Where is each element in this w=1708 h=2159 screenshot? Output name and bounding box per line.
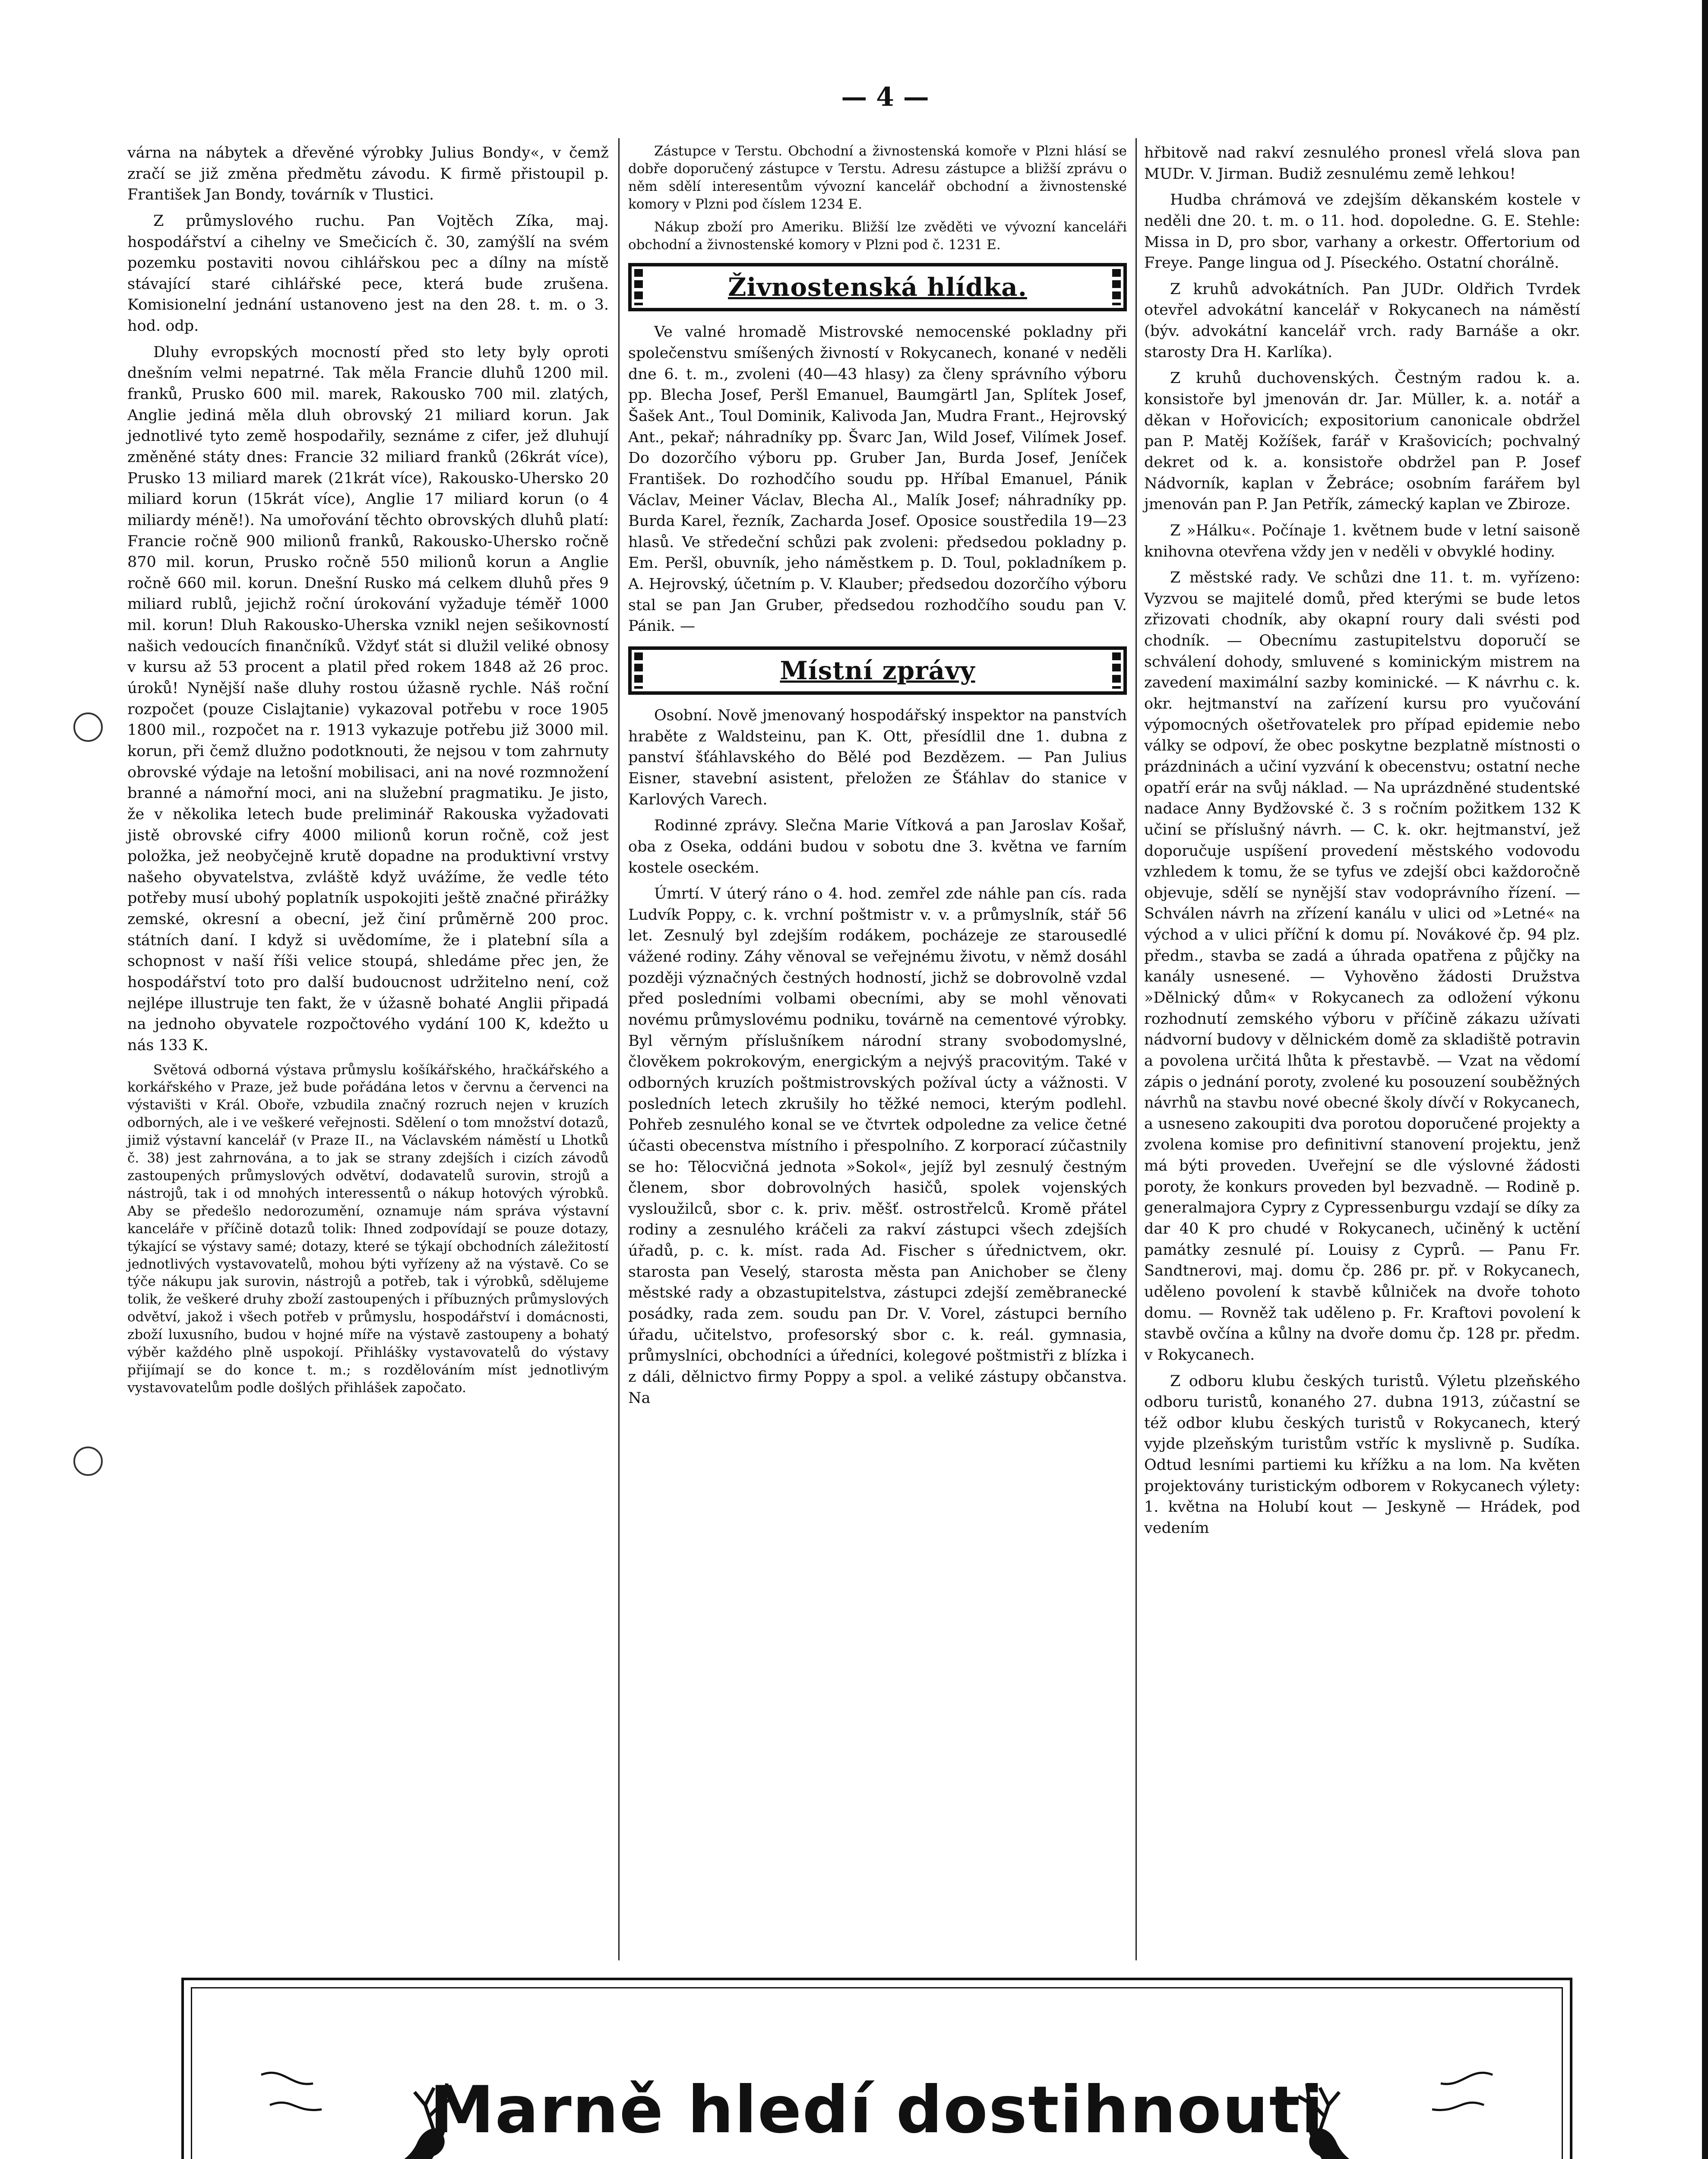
- section-heading-zivnostenska: [628, 263, 1127, 311]
- article-prumyslovy-ruch: Z průmyslového ruchu. Pan Vojtěch Zíka, maj. hospodářství a cihelny ve Smečicích č. 30, zamýšlí na svém pozemku postaviti novou cihlářskou pec a dílny na místě stávající staré cihlářské pece, která bude zrušena. Komisionelní jednání ustanoveno jest na den 28. t. m. o 3. hod. odp.: [127, 212, 609, 335]
- punch-hole: [73, 712, 103, 742]
- article-valna-hromada: Ve valné hromadě Mistrovské nemocenské pokladny při společenstvu smíšených živností v Rokycanech, konané v neděli dne 6. t. m., zvoleni (40—43 hlasy) za členy správního výboru pp. Blecha Josef, Peršl Emanuel, Baumgärtl Jan, Splítek Josef, Šašek Ant., Toul Dominik, Kalivoda Jan, Mudra Frant., Hejrovský Ant., pekař; náhradníky pp. Švarc Jan, Wild Josef, Vilímek Josef. Do dozorčího výboru pp. Gruber Jan, Burda Josef, Jeníček František. Do rozhodčího soudu pp. Hříbal Emanuel, Pánik Václav, Meiner Václav, Blecha Al., Malík Josef; náhradníky pp. Burda Karel, řezník, Zacharda Josef. Oposice soustředila 19—23 hlasů. Ve středeční schůzi pak zvoleni: předsedou pokladny p. Em. Peršl, obuvník, jeho náměstkem p. D. Toul, pokladníkem p. A. Hejrovský, účetním p. V. Klauber; předsedou dozorčího výboru stal se pan Jan Gruber, předsedou rozhodčího soudu pan V. Pánik. —: [628, 323, 1127, 635]
- column-2: [628, 142, 1127, 1414]
- ad-inner-border: [191, 1987, 1563, 2159]
- article-klub-turistu: Z odboru klubu českých turistů. Výletu plzeňského odboru turistů, konaného 27. dubna 1913, zúčastní se též odbor klubu českých turistů v Rokycanech, který vyjde plzeňským turistům vstříc k myslivně p. Sudíka. Odtud lesními partiemi ku křížku a na lom. Na květen projektovány turistickým odborem v Rokycanech výlety: 1. května na Holubí kout — Jeskyně — Hrádek, pod vedením: [1144, 1372, 1580, 1537]
- column-rule: [618, 138, 620, 1960]
- article-zastupce-v-terstu: Zástupce v Terstu. Obchodní a živnostenská komoře v Plzni hlásí se dobře doporučený zástupce v Terstu. Adresu zástupce a bližší zprávu o něm sdělí interesentům vývozní kancelář obchodní a živnostenské komory v Plzni pod číslem 1234 E.: [628, 143, 1127, 212]
- article-osobni: Osobní. Nově jmenovaný hospodářský inspektor na panstvích hraběte z Waldsteinu, pan K. Ott, přesídlil dne 1. dubna z panství šťáhlavského do Bělé pod Bezdězem. — Pan Julius Eisner, stavební asistent, přeložen ze Šťáhlav do stanice v Karlových Varech.: [628, 707, 1127, 808]
- page-number: — 4 —: [841, 82, 929, 112]
- soap-advertisement: [181, 1978, 1572, 2159]
- article-rodinne-zpravy: Rodinné zprávy. Slečna Marie Vítková a pan Jaroslav Košař, oba z Oseka, oddáni budou v sobotu dne 3. května ve farním kostele oseckém.: [628, 817, 1127, 877]
- column-3: [1144, 142, 1580, 1544]
- column-1: [127, 142, 609, 1402]
- ad-title: Marně hledí dostihnouti: [430, 2073, 1324, 2148]
- article-continuation: hřbitově nad rakví zesnulého pronesl vřelá slova pan MUDr. V. Jirman. Budiž zesnulému země lehkou!: [1144, 144, 1580, 183]
- section-title: Místní zprávy: [780, 655, 975, 685]
- article-dluhy-evropskych-mocnosti: Dluhy evropských mocností před sto lety byly oproti dnešním velmi nepatrné. Tak měla Francie dluhů 1200 mil. franků, Prusko 600 mil. marek, Rakousko 700 mil. zlatých, Anglie jediná měla dluh obrovský 21 miliard korun. Jak jednotlivé tyto země hospodařily, seznáme z cifer, jež dluhují změněné státy dnes: Francie 32 miliard franků (26krát více), Prusko 13 miliard marek (21krát více), Rakousko-Uhersko 20 miliard korun (15krát více), Anglie 17 miliard korun (o 4 miliardy méně!). Na umořování těchto obrovských dluhů platí: Francie ročně 900 milionů franků, Rakousko-Uhersko ročně 870 mil. korun, Prusko ročně 550 milionů korun a Anglie ročně 660 mil. korun. Dnešní Rusko má celkem dluhů přes 9 miliard rublů, jejichž roční úrokování vyžaduje téměř 1000 mil. korun! Dluh Rakousko-Uherska vznikl nejen sešikovností našich vedoucích finančníků. Vždyť stát si dlužil veliké obnosy v kursu až 53 procent a platil před rokem 1848 až 26 proc. úroků! Nynější naše dluhy rostou úžasně rychle. Náš roční rozpočet (pouze Cislajtanie) vykazoval potřebu v roce 1905 1800 mil., rozpočet na r. 1913 vykazuje potřebu již 3000 mil. korun, při čemž dlužno podotknouti, že nejsou v tom zahrnuty obrovské výdaje na letošní mobilisaci, ani na nové rozmnožení branné a námořní moci, ani na služební pragmatiku. Je jisto, že v několika letech bude preliminář Rakouska vyžadovati jistě obrovské cifry 4000 milionů korun ročně, což jest položka, jež neobyčejně krutě dopadne na produktivní vrstvy našeho obyvatelstva, zvláště když uvážíme, že vedle této potřeby musí ubohý poplatník uspokojiti ještě značné přirážky zemské, okresní a obecní, jež činí průměrně 200 proc. státních daní. I když si uvědomíme, že i platební síla a schopnost v naší říši velice stoupá, shledáme přec jen, že hospodářství toto pro další budoucnost udržitelno není, což nejlépe illustruje ten fakt, že v úžasně bohaté Anglii připadá na jednoho obyvatele rozpočtového vydání 100 K, kdežto u nás 133 K.: [127, 343, 609, 1054]
- punch-hole: [73, 1447, 103, 1476]
- article-umrti: Úmrtí. V úterý ráno o 4. hod. zemřel zde náhle pan cís. rada Ludvík Poppy, c. k. vrchní poštmistr v. v. a průmyslník, stář 56 let. Zesnulý byl zdejším rodákem, pocházeje ze starousedlé vážené rodiny. Záhy věnoval se veřejnému životu, v němž dosáhl později význačných čestných hodností, jichž se dobrovolně vzdal před posledními volbami obecními, aby se mohl věnovati novému průmyslovému podniku, továrně na cementové výrobky. Byl věrným příslušníkem národní strany svobodomyslné, člověkem pokrokovým, energickým a nejvýš pracovitým. Také v odborných kruzích poštmistrovských požíval úcty a vážnosti. V posledních letech zkrušily ho těžké nemoci, kterým podlehl. Pohřeb zesnulého konal se ve čtvrtek odpoledne za velice četné účasti obecenstva místního i přespolního. Z korporací zúčastnily se ho: Tělocvičná jednota »Sokol«, jejíž byl zesnulý čestným členem, sbor dobrovolných hasičů, spolek vojenských vysloužilců, sbor c. k. priv. měšť. ostrostřelců. Kromě přátel rodiny a zesnulého kráčeli za rakví zástupci všech zdejších úřadů, p. c. k. míst. rada Ad. Fischer s úřednictvem, okr. starosta pan Veselý, starosta města pan Anichober se členy městské rady a obzastupitelstva, zástupci zdejší zeměbranecké posádky, rada zem. soudu pan Dr. V. Vorel, zástupci berního úřadu, učitelstvo, profesorský sbor c. k. reál. gymnasia, průmyslníci, obchodníci a úředníci, kolegové poštmistři z blízka i z dáli, dělnictvo firmy Poppy a spol. a veliké zástupy občanstva. Na: [628, 885, 1127, 1407]
- article-svetova-vystava: Světová odborná výstava průmyslu košíkářského, hračkářského a korkářského v Praze, jež bude pořádána letos v červnu a červenci na výstavišti v Král. Oboře, vzbudila značný rozruch nejen v kruzích odborných, ale i ve veškeré veřejnosti. Sdělení o tom množství dotazů, jimiž výstavní kancelář (v Praze II., na Václavském náměstí u Lhotků č. 38) jest zahrnována, a to jak se strany zdejších i cizích závodů zastoupených průmyslových odvětví, dodavatelů surovin, strojů a nástrojů, tak i od mnohých interessentů o nákup hotových výrobků. Aby se předešlo nedorozumění, oznamuje nám správa výstavní kanceláře v příčině dotazů tolik: Ihned zodpovídají se pouze dotazy, týkající se výstavy samé; dotazy, které se týkají obchodních záležitostí jednotlivých vystavovatelů, mohou býti vyřízeny až na výstavě. Co se týče nákupu jak surovin, nástrojů a potřeb, tak i výrobků, sdělujeme tolik, že veškeré druhy zboží zastoupených i příbuzných průmyslových odvětví, jakož i všech potřeb v průmyslu, hospodářství i domácnosti, zboží luxusního, budou v hojné míře na výstavě zastoupeny a bohatý výběr každého plně uspokojí. Přihlášky vystavovatelů do výstavy přijímají se do konce t. m.; s rozdělováním míst jednotlivým vystavovatelům podle došlých přihlášek započato.: [127, 1062, 609, 1396]
- column-rule: [1136, 138, 1137, 1960]
- article-halek: Z »Hálku«. Počínaje 1. květnem bude v letní saisoně knihovna otevřena vždy jen v neděli v obvyklé hodiny.: [1144, 522, 1580, 560]
- article-hudba-chramova: Hudba chrámová ve zdejším děkanském kostele v neděli dne 20. t. m. o 11. hod. dopoledne. G. E. Stehle: Missa in D, pro sbor, varhany a orkestr. Offertorium od Freye. Pange lingua od J. Píseckého. Ostatní chorálně.: [1144, 191, 1580, 272]
- article-kruhy-advokatni: Z kruhů advokátních. Pan JUDr. Oldřich Tvrdek otevřel advokátní kancelář v Rokycanech na náměstí (býv. advokátní kancelář vrch. rady Barnáše a okr. starosty Dra H. Karlíka).: [1144, 280, 1580, 361]
- article-continuation: várna na nábytek a dřevěné výrobky Julius Bondy«, v čemž zračí se již změna předmětu závodu. K firmě přistoupil p. František Jan Bondy, továrník v Tlustici.: [127, 144, 609, 204]
- scan-edge: [1702, 0, 1708, 2159]
- article-nakup-zbozi: Nákup zboží pro Ameriku. Bližší lze zvěděti ve vývozní kanceláři obchodní a živnostenské komory v Plzni pod č. 1231 E.: [628, 219, 1127, 253]
- section-title: Živnostenská hlídka.: [728, 272, 1027, 302]
- article-mestska-rada: Z městské rady. Ve schůzi dne 11. t. m. vyřízeno: Vyzvou se majitelé domů, před kterými se bude letos zřizovati chodník, aby okapní roury dali svésti pod chodník. — Obecnímu zastupitelstvu doporučí se schválení dohody, smluvené s kominickým mistrem na zavedení maximální sazby kominické. — K návrhu c. k. okr. hejtmanství na zařízení kursu pro vyučování výpomocných ošetřovatelek pro případ epidemie nebo války se odpoví, že obec poskytne bezplatně místnosti o prázdninách a učiní vyzvání k obecenstvu; ostatní neche opatří erár na svůj náklad. — Na uprázdněné studentské nadace Anny Bydžovské č. 3 s ročním požitkem 132 K učiní se příslušný návrh. — C. k. okr. hejtmanství, jež doporučuje uspíšení provedení městského vodovodu vzhledem k tomu, že se tyfus ve zdejší obci každoročně objevuje, sdělí se nynější stav vodoprávního řízení. — Schválen návrh na zřízení kanálu v ulici od »Letné« na východ a v ulici příční k domu pí. Novákové čp. 94 plz. předm., stavba se zadá a úhrada opatřena z půjčky na kanály usnesené. — Vyhověno žádosti Družstva »Dělnický dům« v Rokycanech za odložení výkonu rozhodnutí zemského výboru v příčině zákazu užívati nádvorní budovy v dělnickém domě za skladiště potravin a povolena určitá lhůta k přestavbě. — Vzat na vědomí zápis o jednání poroty, zvolené ku posouzení souběžných návrhů na stavbu nové obecné školy dívčí v Rokycanech, a usneseno zakoupiti dva porotou doporučené projekty a zvolena komise pro definitivní stanovení projektu, jenž má býti proveden. Uveřejní se dle výslovné žádosti poroty, že konkurs proveden byl bezvadně. — Rodině p. generalmajora Cypry z Cypressenburgu vzdají se díky za dar 40 K pro chudé v Rokycanech, učiněný k uctění památky zesnulé pí. Louisy z Cyprů. — Panu Fr. Sandtnerovi, maj. domu čp. 286 pr. př. v Rokycanech, uděleno povolení k stavbě kůlniček na dvoře tohoto domu. — Rovněž tak uděleno p. Fr. Kraftovi povolení k stavbě ovčína a kůlny na dvoře domu čp. 128 pr. předm. v Rokycanech.: [1144, 569, 1580, 1364]
- section-heading-mistni: [628, 646, 1127, 695]
- article-kruhy-duchovenske: Z kruhů duchovenských. Čestným radou k. a. konsistoře byl jmenován dr. Jar. Müller, k. a. notář a děkan v Hořovicích; expositorium canonicale obdržel pan P. Matěj Kožíšek, farář v Krašovicích; pochvalný dekret od k. a. konsistoře obdržel pan P. Josef Nádvorník, kaplan v Žebráce; osobním farářem byl jmenován pan P. Jan Petřík, zámecký kaplan ve Zbiroze.: [1144, 370, 1580, 513]
